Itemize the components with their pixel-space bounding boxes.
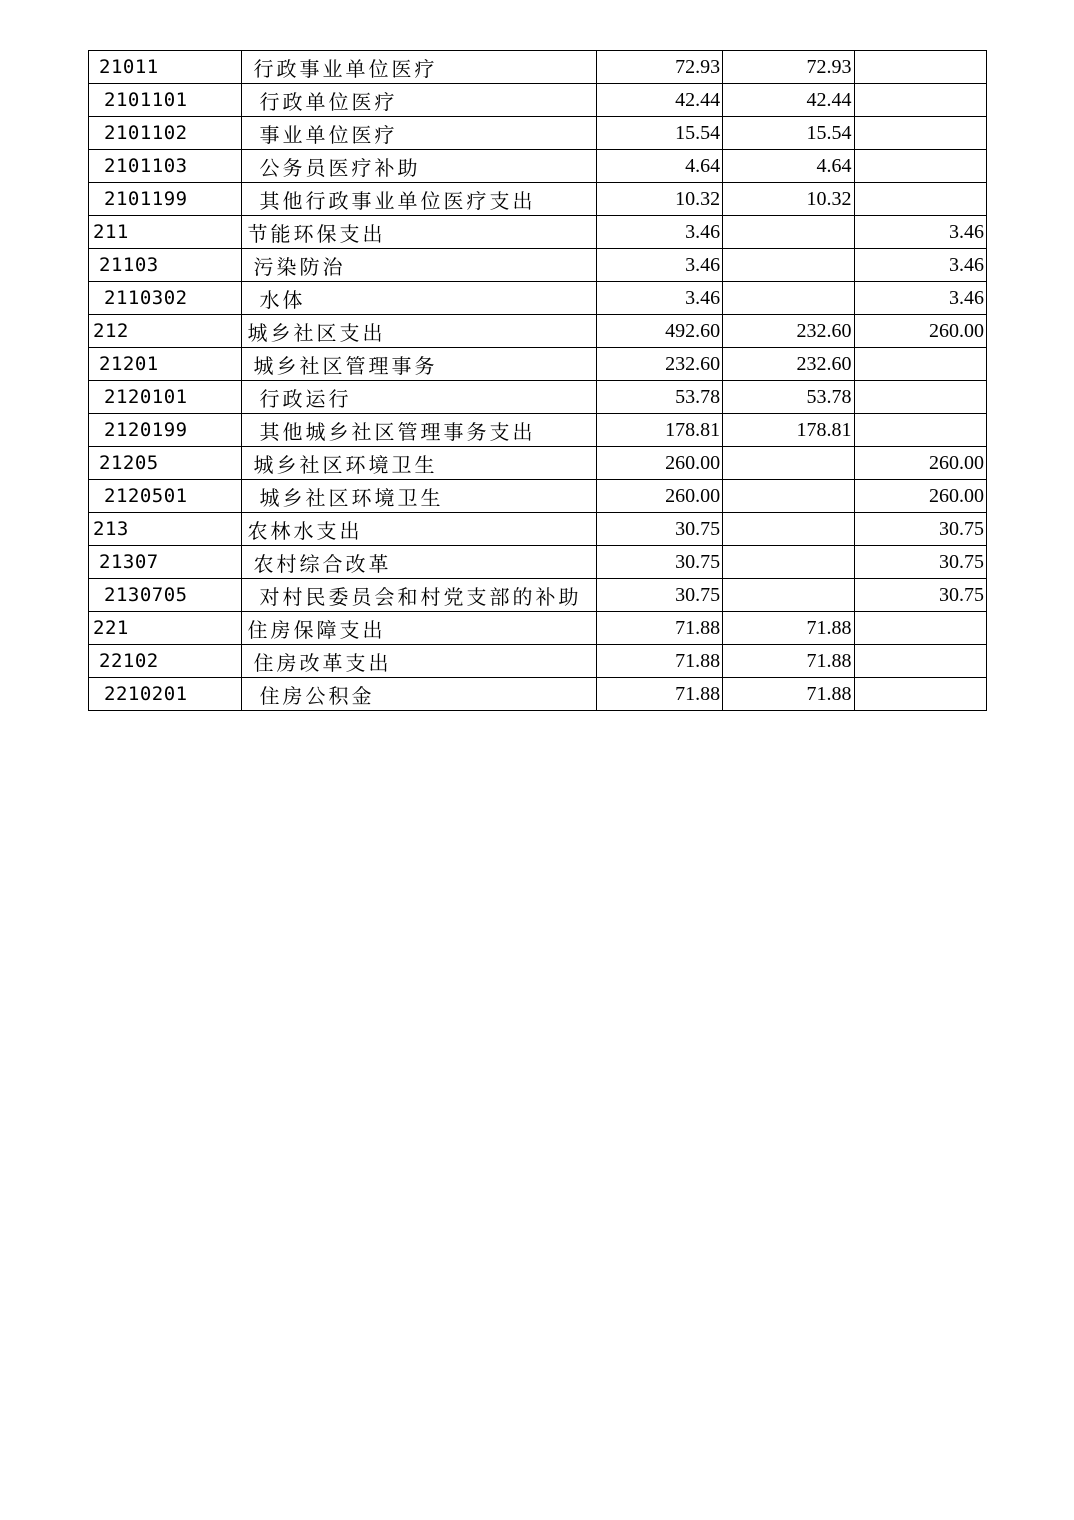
total-amount-cell: 260.00 bbox=[596, 447, 722, 480]
project-expenditure-cell bbox=[854, 414, 986, 447]
subject-code-cell: 21201 bbox=[89, 348, 242, 381]
project-expenditure-cell bbox=[854, 84, 986, 117]
project-expenditure-cell bbox=[854, 381, 986, 414]
project-expenditure-cell bbox=[854, 51, 986, 84]
table-row bbox=[89, 645, 987, 678]
total-amount-cell: 178.81 bbox=[596, 414, 722, 447]
subject-name-cell: 行政事业单位医疗 bbox=[241, 51, 596, 84]
subject-name-cell: 城乡社区环境卫生 bbox=[241, 447, 596, 480]
total-amount-cell: 232.60 bbox=[596, 348, 722, 381]
subject-code-cell: 2130705 bbox=[89, 579, 242, 612]
basic-expenditure-cell: 4.64 bbox=[723, 150, 854, 183]
basic-expenditure-cell: 42.44 bbox=[723, 84, 854, 117]
project-expenditure-cell bbox=[854, 678, 986, 711]
table-body bbox=[89, 51, 987, 711]
basic-expenditure-cell: 71.88 bbox=[723, 612, 854, 645]
total-amount-cell: 10.32 bbox=[596, 183, 722, 216]
subject-code-cell: 212 bbox=[89, 315, 242, 348]
table-row bbox=[89, 315, 987, 348]
project-expenditure-cell: 30.75 bbox=[854, 546, 986, 579]
table-row bbox=[89, 447, 987, 480]
table-row bbox=[89, 381, 987, 414]
basic-expenditure-cell bbox=[723, 249, 854, 282]
subject-name-cell: 水体 bbox=[241, 282, 596, 315]
total-amount-cell: 3.46 bbox=[596, 282, 722, 315]
subject-name-cell: 对村民委员会和村党支部的补助 bbox=[241, 579, 596, 612]
subject-code-cell: 2110302 bbox=[89, 282, 242, 315]
table-row bbox=[89, 84, 987, 117]
table-row bbox=[89, 117, 987, 150]
project-expenditure-cell: 30.75 bbox=[854, 513, 986, 546]
table-row bbox=[89, 282, 987, 315]
project-expenditure-cell: 260.00 bbox=[854, 315, 986, 348]
subject-code-cell: 22102 bbox=[89, 645, 242, 678]
project-expenditure-cell: 3.46 bbox=[854, 216, 986, 249]
basic-expenditure-cell: 72.93 bbox=[723, 51, 854, 84]
basic-expenditure-cell bbox=[723, 579, 854, 612]
table-row bbox=[89, 249, 987, 282]
subject-name-cell: 公务员医疗补助 bbox=[241, 150, 596, 183]
project-expenditure-cell bbox=[854, 183, 986, 216]
subject-code-cell: 213 bbox=[89, 513, 242, 546]
budget-expenditure-table bbox=[88, 50, 987, 711]
subject-name-cell: 行政运行 bbox=[241, 381, 596, 414]
project-expenditure-cell bbox=[854, 150, 986, 183]
basic-expenditure-cell bbox=[723, 513, 854, 546]
basic-expenditure-cell: 71.88 bbox=[723, 678, 854, 711]
table-row bbox=[89, 579, 987, 612]
total-amount-cell: 72.93 bbox=[596, 51, 722, 84]
total-amount-cell: 260.00 bbox=[596, 480, 722, 513]
total-amount-cell: 71.88 bbox=[596, 612, 722, 645]
total-amount-cell: 42.44 bbox=[596, 84, 722, 117]
subject-name-cell: 农林水支出 bbox=[241, 513, 596, 546]
basic-expenditure-cell: 232.60 bbox=[723, 315, 854, 348]
basic-expenditure-cell: 15.54 bbox=[723, 117, 854, 150]
subject-code-cell: 2120501 bbox=[89, 480, 242, 513]
total-amount-cell: 71.88 bbox=[596, 678, 722, 711]
subject-name-cell: 其他城乡社区管理事务支出 bbox=[241, 414, 596, 447]
subject-code-cell: 2101102 bbox=[89, 117, 242, 150]
total-amount-cell: 4.64 bbox=[596, 150, 722, 183]
total-amount-cell: 30.75 bbox=[596, 579, 722, 612]
total-amount-cell: 492.60 bbox=[596, 315, 722, 348]
project-expenditure-cell: 3.46 bbox=[854, 249, 986, 282]
basic-expenditure-cell: 53.78 bbox=[723, 381, 854, 414]
subject-code-cell: 21011 bbox=[89, 51, 242, 84]
subject-code-cell: 2101101 bbox=[89, 84, 242, 117]
subject-code-cell: 2101103 bbox=[89, 150, 242, 183]
subject-name-cell: 城乡社区环境卫生 bbox=[241, 480, 596, 513]
subject-name-cell: 行政单位医疗 bbox=[241, 84, 596, 117]
project-expenditure-cell bbox=[854, 348, 986, 381]
basic-expenditure-cell: 232.60 bbox=[723, 348, 854, 381]
table-row bbox=[89, 216, 987, 249]
total-amount-cell: 3.46 bbox=[596, 249, 722, 282]
subject-code-cell: 2120199 bbox=[89, 414, 242, 447]
table-row bbox=[89, 678, 987, 711]
table-row bbox=[89, 348, 987, 381]
subject-name-cell: 城乡社区管理事务 bbox=[241, 348, 596, 381]
subject-name-cell: 事业单位医疗 bbox=[241, 117, 596, 150]
basic-expenditure-cell bbox=[723, 546, 854, 579]
table-row bbox=[89, 150, 987, 183]
subject-code-cell: 2210201 bbox=[89, 678, 242, 711]
subject-code-cell: 211 bbox=[89, 216, 242, 249]
subject-code-cell: 2101199 bbox=[89, 183, 242, 216]
basic-expenditure-cell bbox=[723, 216, 854, 249]
subject-name-cell: 住房改革支出 bbox=[241, 645, 596, 678]
table-row bbox=[89, 183, 987, 216]
total-amount-cell: 71.88 bbox=[596, 645, 722, 678]
project-expenditure-cell bbox=[854, 612, 986, 645]
project-expenditure-cell: 3.46 bbox=[854, 282, 986, 315]
total-amount-cell: 53.78 bbox=[596, 381, 722, 414]
project-expenditure-cell: 260.00 bbox=[854, 447, 986, 480]
total-amount-cell: 30.75 bbox=[596, 546, 722, 579]
project-expenditure-cell bbox=[854, 645, 986, 678]
subject-code-cell: 21307 bbox=[89, 546, 242, 579]
total-amount-cell: 30.75 bbox=[596, 513, 722, 546]
basic-expenditure-cell: 71.88 bbox=[723, 645, 854, 678]
table-row bbox=[89, 414, 987, 447]
basic-expenditure-cell bbox=[723, 282, 854, 315]
basic-expenditure-cell: 178.81 bbox=[723, 414, 854, 447]
basic-expenditure-cell bbox=[723, 447, 854, 480]
table-row bbox=[89, 513, 987, 546]
basic-expenditure-cell bbox=[723, 480, 854, 513]
project-expenditure-cell: 260.00 bbox=[854, 480, 986, 513]
project-expenditure-cell: 30.75 bbox=[854, 579, 986, 612]
project-expenditure-cell bbox=[854, 117, 986, 150]
basic-expenditure-cell: 10.32 bbox=[723, 183, 854, 216]
subject-name-cell: 住房保障支出 bbox=[241, 612, 596, 645]
total-amount-cell: 3.46 bbox=[596, 216, 722, 249]
subject-name-cell: 农村综合改革 bbox=[241, 546, 596, 579]
total-amount-cell: 15.54 bbox=[596, 117, 722, 150]
subject-name-cell: 节能环保支出 bbox=[241, 216, 596, 249]
table-row bbox=[89, 51, 987, 84]
subject-code-cell: 21103 bbox=[89, 249, 242, 282]
subject-code-cell: 21205 bbox=[89, 447, 242, 480]
table-row bbox=[89, 612, 987, 645]
table-row bbox=[89, 546, 987, 579]
table-row bbox=[89, 480, 987, 513]
subject-name-cell: 住房公积金 bbox=[241, 678, 596, 711]
subject-name-cell: 城乡社区支出 bbox=[241, 315, 596, 348]
subject-code-cell: 221 bbox=[89, 612, 242, 645]
subject-code-cell: 2120101 bbox=[89, 381, 242, 414]
subject-name-cell: 其他行政事业单位医疗支出 bbox=[241, 183, 596, 216]
subject-name-cell: 污染防治 bbox=[241, 249, 596, 282]
